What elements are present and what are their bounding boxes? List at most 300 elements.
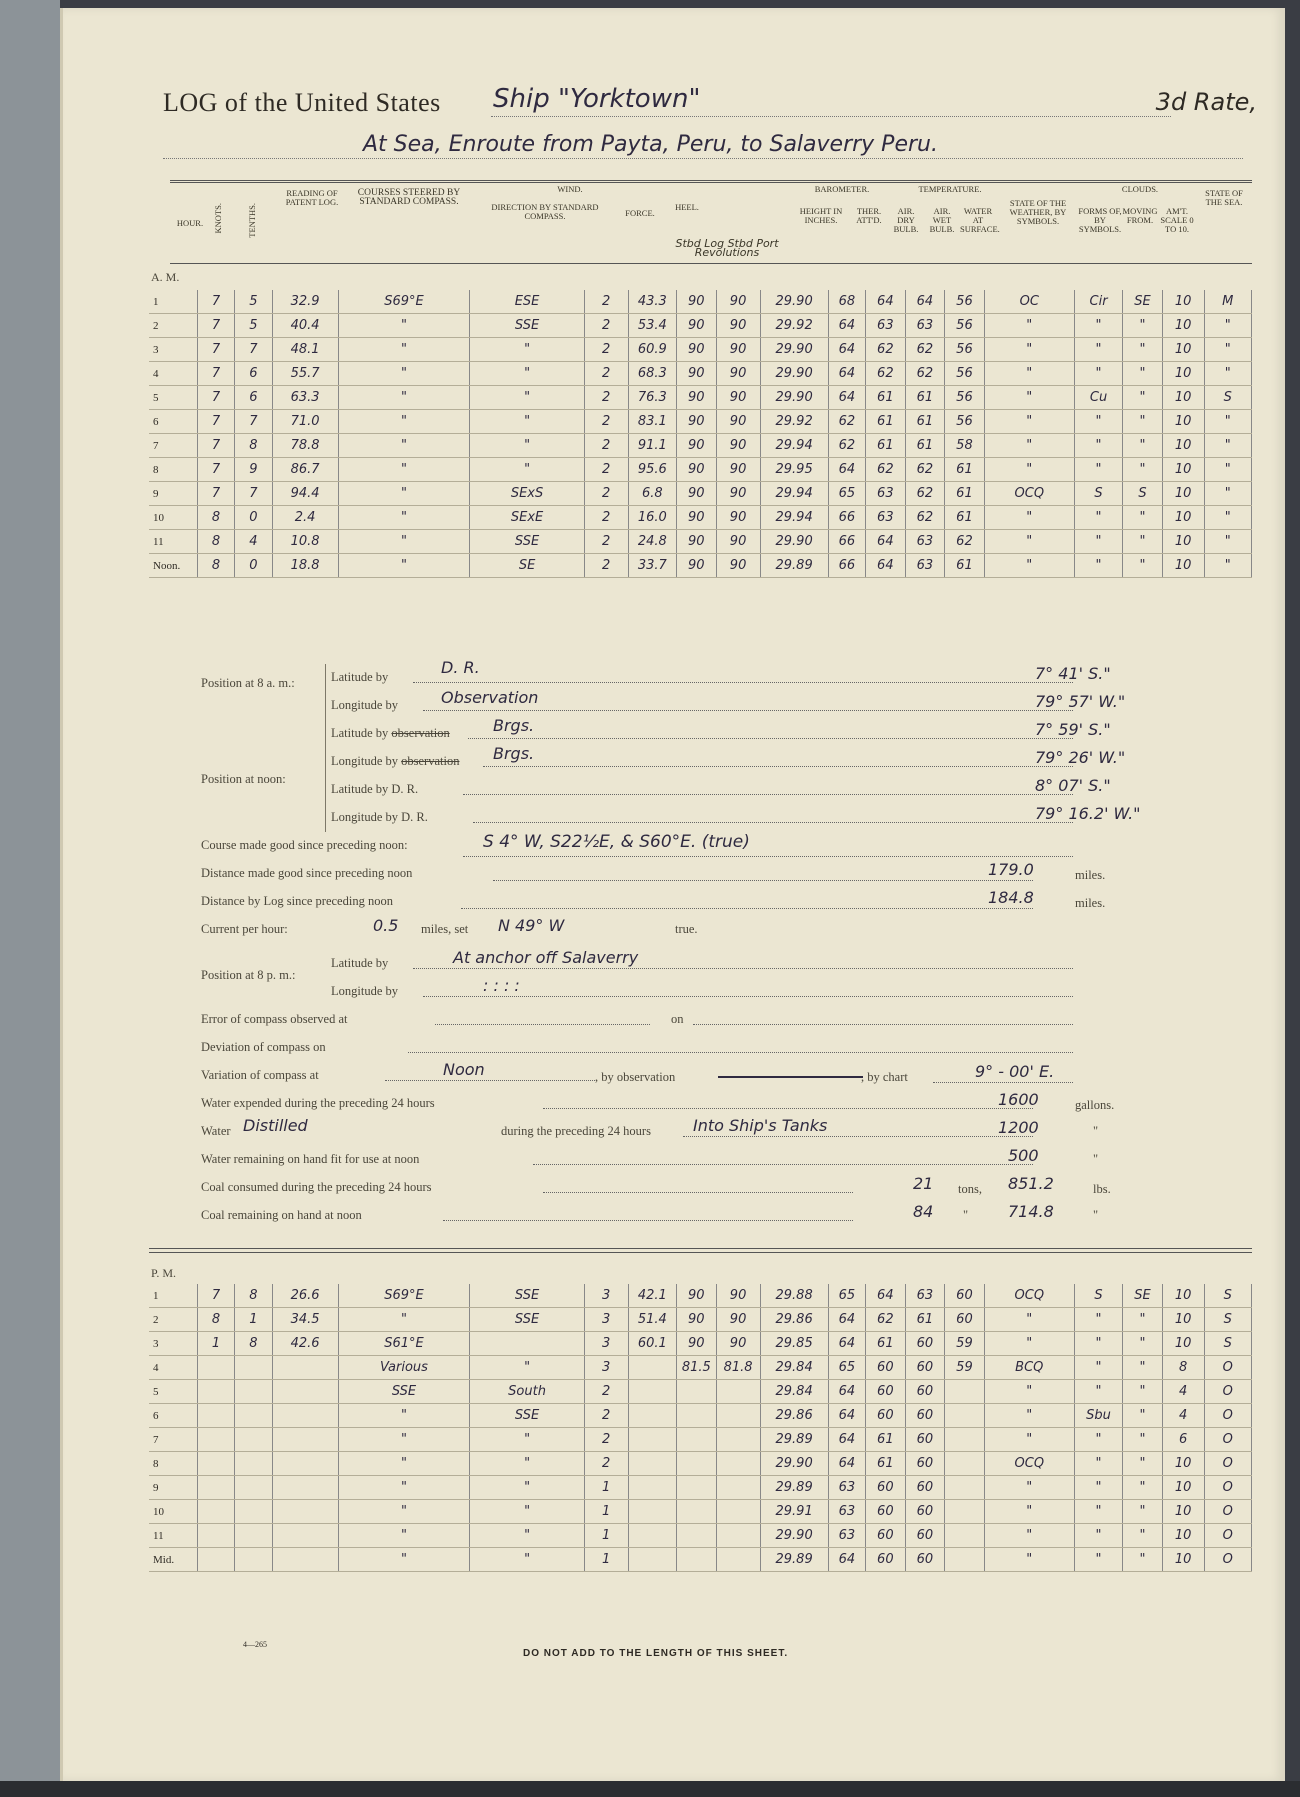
cell-amt: 10 — [1162, 1524, 1204, 1548]
cell-forms: Cir — [1074, 290, 1122, 314]
cell-course: " — [338, 458, 470, 482]
cell-course: " — [338, 1524, 470, 1548]
cell-c3 — [716, 1476, 760, 1500]
cell-c1: 51.4 — [628, 1308, 676, 1332]
cell-sea: O — [1204, 1500, 1251, 1524]
current-label: Current per hour: — [201, 922, 288, 936]
cell-bar: 29.90 — [760, 338, 828, 362]
col-patent-log: READING OF PATENT LOG. — [285, 188, 339, 207]
cell-hour: 1 — [149, 290, 197, 314]
chart-rule — [933, 1082, 1073, 1083]
cell-sea: " — [1204, 506, 1251, 530]
cell-water: 59 — [945, 1356, 985, 1380]
cell-wet: 60 — [905, 1524, 945, 1548]
cell-water: 56 — [945, 410, 985, 434]
cell-wet: 60 — [905, 1476, 945, 1500]
cell-course: " — [338, 434, 470, 458]
coal-rem-label: Coal remaining on hand at noon — [201, 1208, 362, 1222]
gallons-unit: gallons. — [1075, 1098, 1115, 1112]
deviation-label: Deviation of compass on — [201, 1040, 326, 1054]
cell-te — [235, 1500, 272, 1524]
current-direction: N 49° W — [498, 916, 565, 935]
cell-dir: " — [470, 410, 584, 434]
longnoon-rule — [483, 766, 1073, 767]
cell-amt: 10 — [1162, 1284, 1204, 1308]
pos8pm-value: At anchor off Salaverry — [453, 948, 639, 967]
cell-ther: 64 — [828, 1428, 865, 1452]
cell-ther: 68 — [828, 290, 865, 314]
log-label: Distance by Log since preceding noon — [201, 894, 393, 908]
cell-course: S61°E — [338, 1332, 470, 1356]
cell-bar: 29.90 — [760, 362, 828, 386]
cell-bar: 29.86 — [760, 1308, 828, 1332]
cell-te: 4 — [235, 530, 272, 554]
cell-wx: " — [984, 506, 1074, 530]
cell-water: 61 — [945, 506, 985, 530]
cell-water: 61 — [945, 482, 985, 506]
cell-kn — [197, 1452, 234, 1476]
cell-dry: 62 — [866, 338, 906, 362]
cell-forms: " — [1074, 362, 1122, 386]
cell-moving: " — [1123, 1404, 1163, 1428]
cell-bar: 29.88 — [760, 1284, 828, 1308]
col-height: HEIGHT IN INCHES. — [799, 206, 843, 225]
cell-dry: 62 — [866, 362, 906, 386]
cell-hour: 11 — [149, 1524, 197, 1548]
error-on-rule — [693, 1024, 1073, 1025]
cell-wx: " — [984, 386, 1074, 410]
cell-course: " — [338, 1428, 470, 1452]
cell-dry: 60 — [866, 1404, 906, 1428]
col-forms: FORMS OF, BY SYMBOLS. — [1078, 206, 1122, 234]
log-row — [149, 1284, 1252, 1308]
coal-rem-rule — [443, 1220, 853, 1221]
cell-log — [272, 1404, 338, 1428]
cell-hour: 9 — [149, 482, 197, 506]
cell-hour: 4 — [149, 1356, 197, 1380]
cell-wet: 62 — [905, 362, 945, 386]
cell-course: " — [338, 338, 470, 362]
cell-c1 — [628, 1500, 676, 1524]
cell-sea: O — [1204, 1428, 1251, 1452]
cell-c2: 81.5 — [677, 1356, 717, 1380]
cell-sea: O — [1204, 1524, 1251, 1548]
cell-force: 1 — [584, 1548, 628, 1572]
log-title: LOG of the United States — [163, 88, 441, 117]
cell-log — [272, 1428, 338, 1452]
cell-wet: 60 — [905, 1428, 945, 1452]
cell-dir: " — [470, 1548, 584, 1572]
cell-c1: 76.3 — [628, 386, 676, 410]
cell-log: 18.8 — [272, 554, 338, 578]
course-label: Course made good since preceding noon: — [201, 838, 408, 852]
cell-c3: 90 — [716, 482, 760, 506]
cell-moving: " — [1123, 506, 1163, 530]
cell-dry: 64 — [866, 530, 906, 554]
cell-wet: 62 — [905, 482, 945, 506]
heel-note: Stbd Log Stbd Port Revolutions — [675, 237, 779, 259]
log-row — [149, 410, 1252, 434]
cell-kn: 7 — [197, 362, 234, 386]
cell-course: " — [338, 1548, 470, 1572]
cell-force: 3 — [584, 1356, 628, 1380]
log-row — [149, 338, 1252, 362]
cell-te — [235, 1428, 272, 1452]
long8pm-rule — [423, 996, 1073, 997]
cell-bar: 29.89 — [760, 1476, 828, 1500]
cell-ther: 66 — [828, 530, 865, 554]
col-amt: AM'T. SCALE 0 TO 10. — [1160, 206, 1194, 234]
log-value: 184.8 — [988, 888, 1034, 907]
cell-c2: 90 — [677, 554, 717, 578]
cell-te: 9 — [235, 458, 272, 482]
cell-force: 2 — [584, 1452, 628, 1476]
cell-forms: S — [1074, 482, 1122, 506]
water-exp-rule — [543, 1108, 1033, 1109]
cell-wx: OCQ — [984, 1452, 1074, 1476]
pos8pm-dots: : : : : — [483, 976, 520, 995]
cell-hour: 7 — [149, 1428, 197, 1452]
cell-wx: " — [984, 458, 1074, 482]
cell-water: 60 — [945, 1308, 985, 1332]
lat8pm-label: Latitude by — [331, 956, 389, 970]
cell-forms: " — [1074, 410, 1122, 434]
cell-ther: 62 — [828, 434, 865, 458]
cell-ther: 64 — [828, 1452, 865, 1476]
column-headers — [170, 180, 1252, 264]
cell-forms: " — [1074, 458, 1122, 482]
cell-te: 6 — [235, 386, 272, 410]
cell-c2: 90 — [677, 482, 717, 506]
cell-sea: O — [1204, 1476, 1251, 1500]
col-wind: WIND. — [557, 184, 583, 194]
cell-force: 2 — [584, 386, 628, 410]
coal-rem-lbs: 714.8 — [1008, 1202, 1054, 1221]
cell-dry: 60 — [866, 1476, 906, 1500]
cell-moving: SE — [1123, 1284, 1163, 1308]
cell-course: " — [338, 410, 470, 434]
cell-wx: OC — [984, 290, 1074, 314]
cell-water: 56 — [945, 314, 985, 338]
cell-force: 1 — [584, 1500, 628, 1524]
cell-c1: 95.6 — [628, 458, 676, 482]
cell-log: 26.6 — [272, 1284, 338, 1308]
cell-c1: 33.7 — [628, 554, 676, 578]
log-sheet — [60, 8, 1285, 1781]
cell-te: 7 — [235, 482, 272, 506]
cell-sea: " — [1204, 362, 1251, 386]
cell-wx: " — [984, 554, 1074, 578]
cell-te: 0 — [235, 554, 272, 578]
log-row — [149, 386, 1252, 410]
cell-ther: 65 — [828, 482, 865, 506]
cell-c2 — [677, 1404, 717, 1428]
cell-dry: 63 — [866, 314, 906, 338]
observation-dash — [718, 1076, 863, 1078]
cell-kn — [197, 1428, 234, 1452]
cell-log: 2.4 — [272, 506, 338, 530]
cell-bar: 29.89 — [760, 554, 828, 578]
cell-force: 2 — [584, 362, 628, 386]
cell-kn: 7 — [197, 290, 234, 314]
cell-ther: 64 — [828, 386, 865, 410]
cell-moving: " — [1123, 1500, 1163, 1524]
cell-c3: 90 — [716, 314, 760, 338]
log-row — [149, 1500, 1252, 1524]
col-ther: THER. ATT'D. — [856, 206, 882, 225]
cell-sea: " — [1204, 410, 1251, 434]
cell-c3: 90 — [716, 458, 760, 482]
cell-sea: M — [1204, 290, 1251, 314]
cell-wet: 64 — [905, 290, 945, 314]
cell-dir: " — [470, 362, 584, 386]
cell-dry: 61 — [866, 410, 906, 434]
cell-water: 62 — [945, 530, 985, 554]
cell-dir: SSE — [470, 1308, 584, 1332]
cell-sea: " — [1204, 314, 1251, 338]
posnoon-label: Position at noon: — [201, 772, 286, 786]
cell-c2 — [677, 1524, 717, 1548]
longdr-value: 79° 16.2' W." — [1035, 804, 1141, 823]
cell-wx: " — [984, 362, 1074, 386]
am-log-table — [149, 290, 1252, 578]
cell-moving: " — [1123, 362, 1163, 386]
cell-c1 — [628, 1476, 676, 1500]
cell-c3: 90 — [716, 1284, 760, 1308]
cell-c2: 90 — [677, 290, 717, 314]
col-air-wet: AIR. WET BULB. — [929, 206, 955, 234]
scan-edge — [0, 1781, 1300, 1797]
cell-amt: 10 — [1162, 506, 1204, 530]
cell-c1: 60.1 — [628, 1332, 676, 1356]
rate-text: 3d Rate, — [1155, 88, 1257, 116]
cell-hour: 11 — [149, 530, 197, 554]
cell-bar: 29.90 — [760, 1452, 828, 1476]
cell-water: 56 — [945, 362, 985, 386]
cell-wx: " — [984, 1548, 1074, 1572]
variation-rule — [385, 1080, 595, 1081]
distance-value: 179.0 — [988, 860, 1034, 879]
cell-course: S69°E — [338, 290, 470, 314]
cell-dry: 61 — [866, 1428, 906, 1452]
cell-c3: 90 — [716, 338, 760, 362]
cell-te: 8 — [235, 1332, 272, 1356]
cell-dry: 60 — [866, 1356, 906, 1380]
log-row — [149, 1380, 1252, 1404]
cell-course: " — [338, 1452, 470, 1476]
cell-moving: " — [1123, 1476, 1163, 1500]
cell-moving: " — [1123, 554, 1163, 578]
long8-value: 79° 57' W." — [1035, 692, 1126, 711]
cell-water: 58 — [945, 434, 985, 458]
col-heel: HEEL. — [675, 202, 699, 212]
cell-dry: 61 — [866, 1332, 906, 1356]
cell-wet: 60 — [905, 1332, 945, 1356]
cell-course: " — [338, 1500, 470, 1524]
cell-bar: 29.95 — [760, 458, 828, 482]
log-row — [149, 1356, 1252, 1380]
cell-bar: 29.91 — [760, 1500, 828, 1524]
deviation-rule — [408, 1052, 1073, 1053]
cell-ther: 64 — [828, 1404, 865, 1428]
cell-te — [235, 1452, 272, 1476]
cell-water: 56 — [945, 338, 985, 362]
cell-c2: 90 — [677, 1284, 717, 1308]
cell-water — [945, 1500, 985, 1524]
cell-sea: " — [1204, 554, 1251, 578]
cell-sea: O — [1204, 1356, 1251, 1380]
cell-hour: 5 — [149, 386, 197, 410]
longnoon-by: Longitude by — [331, 754, 399, 768]
water-dist-label: during the preceding 24 hours — [501, 1124, 651, 1138]
water-label: Water — [201, 1124, 231, 1138]
cell-c1: 42.1 — [628, 1284, 676, 1308]
col-moving: MOVING FROM. — [1122, 206, 1158, 225]
cell-course: " — [338, 554, 470, 578]
log-row — [149, 314, 1252, 338]
log-row — [149, 1428, 1252, 1452]
cell-c3: 90 — [716, 530, 760, 554]
latnoon-struck: observation — [391, 726, 450, 740]
cell-c3 — [716, 1548, 760, 1572]
variation-label: Variation of compass at — [201, 1068, 319, 1082]
long8-rule — [423, 710, 1073, 711]
cell-c1: 43.3 — [628, 290, 676, 314]
cell-c2: 90 — [677, 434, 717, 458]
cell-kn — [197, 1500, 234, 1524]
cell-te — [235, 1380, 272, 1404]
cell-hour: 10 — [149, 1500, 197, 1524]
cell-wet: 61 — [905, 410, 945, 434]
cell-wet: 63 — [905, 530, 945, 554]
water-exp-label: Water expended during the preceding 24 hours — [201, 1096, 435, 1110]
cell-forms: " — [1074, 1356, 1122, 1380]
cell-forms: " — [1074, 1428, 1122, 1452]
cell-amt: 10 — [1162, 554, 1204, 578]
cell-te — [235, 1524, 272, 1548]
cell-forms: Sbu — [1074, 1404, 1122, 1428]
cell-amt: 10 — [1162, 1500, 1204, 1524]
cell-dir: " — [470, 1500, 584, 1524]
cell-dir: " — [470, 458, 584, 482]
longnoon-label — [331, 754, 459, 769]
cell-dir: SExS — [470, 482, 584, 506]
cell-kn: 8 — [197, 554, 234, 578]
cell-log: 94.4 — [272, 482, 338, 506]
cell-bar: 29.84 — [760, 1356, 828, 1380]
cell-c2: 90 — [677, 362, 717, 386]
cell-moving: " — [1123, 1380, 1163, 1404]
cell-force: 2 — [584, 554, 628, 578]
long8-label: Longitude by — [331, 698, 399, 712]
cell-bar: 29.86 — [760, 1404, 828, 1428]
cell-c3: 90 — [716, 1308, 760, 1332]
cell-c1: 60.9 — [628, 338, 676, 362]
log-row — [149, 362, 1252, 386]
log-row — [149, 434, 1252, 458]
long8-method: Observation — [441, 688, 539, 707]
cell-log: 48.1 — [272, 338, 338, 362]
log-row — [149, 290, 1252, 314]
cell-kn — [197, 1476, 234, 1500]
cell-sea: " — [1204, 530, 1251, 554]
cell-course: " — [338, 362, 470, 386]
col-weather: STATE OF THE WEATHER, BY SYMBOLS. — [1009, 198, 1067, 226]
cell-bar: 29.90 — [760, 290, 828, 314]
cell-wet: 63 — [905, 314, 945, 338]
cell-water — [945, 1524, 985, 1548]
cell-c2 — [677, 1548, 717, 1572]
cell-log: 86.7 — [272, 458, 338, 482]
current-value: 0.5 — [373, 916, 399, 935]
cell-kn: 7 — [197, 314, 234, 338]
cell-amt: 4 — [1162, 1380, 1204, 1404]
cell-c1 — [628, 1452, 676, 1476]
variation-at: Noon — [443, 1060, 485, 1079]
cell-wx: OCQ — [984, 482, 1074, 506]
cell-te: 7 — [235, 338, 272, 362]
cell-sea: " — [1204, 434, 1251, 458]
cell-dir — [470, 1332, 584, 1356]
cell-hour: 1 — [149, 1284, 197, 1308]
cell-log: 42.6 — [272, 1332, 338, 1356]
cell-ther: 66 — [828, 506, 865, 530]
water-exp-value: 1600 — [998, 1090, 1039, 1109]
cell-te — [235, 1548, 272, 1572]
cell-hour: 8 — [149, 458, 197, 482]
cell-amt: 6 — [1162, 1428, 1204, 1452]
cell-force: 2 — [584, 458, 628, 482]
col-air-dry: AIR. DRY BULB. — [893, 206, 919, 234]
cell-bar: 29.94 — [760, 482, 828, 506]
cell-ther: 64 — [828, 1548, 865, 1572]
cell-dir: SSE — [470, 1284, 584, 1308]
cell-dir: SSE — [470, 1404, 584, 1428]
cell-course: " — [338, 386, 470, 410]
cell-amt: 10 — [1162, 290, 1204, 314]
cell-dir: " — [470, 1428, 584, 1452]
cell-forms: " — [1074, 1476, 1122, 1500]
cell-forms: " — [1074, 1308, 1122, 1332]
cell-bar: 29.90 — [760, 1524, 828, 1548]
cell-moving: " — [1123, 1524, 1163, 1548]
cell-te — [235, 1476, 272, 1500]
cell-sea: O — [1204, 1380, 1251, 1404]
cell-sea: " — [1204, 482, 1251, 506]
cell-amt: 4 — [1162, 1404, 1204, 1428]
cell-wx: " — [984, 1524, 1074, 1548]
cell-amt: 10 — [1162, 362, 1204, 386]
cell-amt: 10 — [1162, 314, 1204, 338]
cell-kn — [197, 1524, 234, 1548]
lat8-method: D. R. — [441, 658, 480, 677]
cell-hour: 10 — [149, 506, 197, 530]
cell-c2: 90 — [677, 458, 717, 482]
footer-notice: DO NOT ADD TO THE LENGTH OF THIS SHEET. — [523, 1648, 789, 1659]
cell-c3: 90 — [716, 434, 760, 458]
cell-c3: 90 — [716, 506, 760, 530]
cell-dry: 60 — [866, 1500, 906, 1524]
cell-ther: 65 — [828, 1284, 865, 1308]
cell-hour: 2 — [149, 314, 197, 338]
cell-c2: 90 — [677, 530, 717, 554]
col-knots: KNOTS. — [213, 203, 223, 234]
cell-c2: 90 — [677, 314, 717, 338]
cell-wet: 60 — [905, 1356, 945, 1380]
cell-ther: 65 — [828, 1356, 865, 1380]
cell-kn: 7 — [197, 458, 234, 482]
cell-wet: 60 — [905, 1404, 945, 1428]
